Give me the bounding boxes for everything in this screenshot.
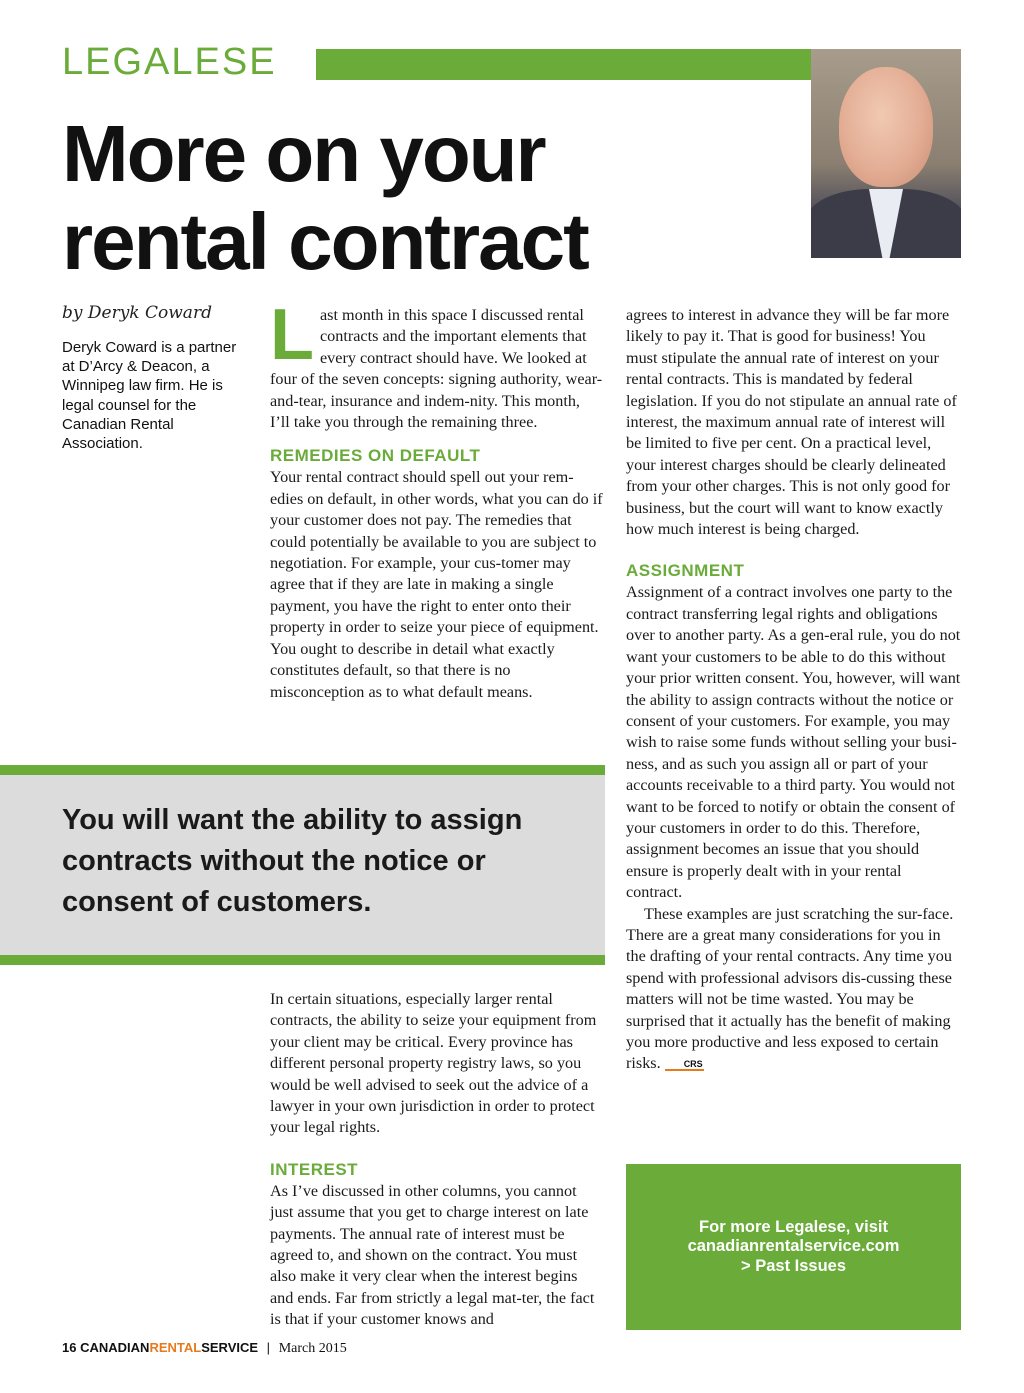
assignment-paragraph-1: Assignment of a contract involves one party to the contract transferring legal rights and obligations over to another party. As a gen-eral rule, you do not want your customers to be able to do this without your prior written consent. You, however, will want the ability to assign contracts without the notice or consent of your customers. For example, you may wish to raise some funds without selling your busi-ness, and as such you assign all or part of your accounts receivable to a third party. You would not want to be forced to notify or obtain the consent of your customers in order to do this. Therefore, assignment becomes an issue that you should ensure is properly dealt with in your rental contract.: [626, 583, 961, 902]
author-photo: [811, 49, 961, 258]
cta-line-1: For more Legalese, visit: [699, 1217, 888, 1236]
footer-separator: |: [266, 1340, 271, 1355]
intro-paragraph: Last month in this space I discussed rental contracts and the important elements that every contract should have. We looked at four of the seven concepts: signing authority, wear-and-tear, insurance and indem-nity. This month, I’ll take you through the remaining three.: [270, 295, 603, 432]
cta-line-3: > Past Issues: [740, 1256, 847, 1275]
drop-cap: L: [270, 295, 314, 375]
interest-paragraph-2: agrees to interest in advance they will be far more likely to pay it. That is good for business! You must stipulate the annual rate of interest on your rental contracts. This is mandated by federal legislation. If you do not stipulate an annual rate of interest, the maximum annual rate of interest will be limited to five per cent. On a practical level, your interest charges should be clearly delineated from your other charges. This is not only good for business, but the court will want to know exactly how much interest is being charged.: [626, 306, 957, 539]
page-number: 16: [62, 1340, 77, 1355]
byline: by Deryk Coward: [62, 303, 212, 323]
author-bio: Deryk Coward is a partner at D’Arcy & Deacon, a Winnipeg law firm. He is legal counsel for the Canadian Rental Association.: [62, 339, 237, 453]
article-column-2-bottom: [270, 989, 603, 1331]
assignment-paragraph-2: These examples are just scratching the sur-face. There are a great many considerations for you in the drafting of your rental contracts. Any time you spend with professional advisors dis-cussing these matters will not be time wasted. You may be surprised that it actually has the benefit of making you more productive and less exposed to certain risks. CRS: [626, 904, 954, 1073]
headline-line-2: rental contract: [62, 197, 588, 286]
pullquote-rule-bottom: [0, 955, 605, 965]
headline-line-1: More on your: [62, 109, 545, 198]
article-column-3: [626, 305, 961, 1075]
page-footer: [62, 1340, 347, 1357]
remedies-paragraph-1: Your rental contract should spell out your rem-edies on default, in other words, what you can do if your customer does not pay. The remedies that could potentially be available to you are subject to negotiation. For example, your cus-tomer may agree that if they are late in making a single payment, you have the right to enter onto their property in order to seize your piece of equipment. You ought to describe in detail what exactly constitutes default, so that there is no misconception as to what default means.: [270, 468, 603, 701]
headline: [62, 110, 802, 286]
pullquote-rule-top: [0, 765, 605, 775]
publication-name-part-3: SERVICE: [201, 1340, 259, 1355]
header-rule: [316, 49, 811, 80]
issue-date: March 2015: [278, 1341, 347, 1356]
pullquote: You will want the ability to assign contracts without the notice or consent of customers.: [62, 804, 523, 918]
publication-name-part-1: CANADIAN: [80, 1340, 150, 1355]
remedies-heading: REMEDIES ON DEFAULT: [270, 446, 481, 466]
end-mark-crs-logo: CRS: [665, 1059, 704, 1071]
interest-heading: INTEREST: [270, 1159, 359, 1179]
cta-box[interactable]: [626, 1164, 961, 1330]
section-label: LEGALESE: [62, 41, 277, 83]
publication-name-part-2: RENTAL: [149, 1340, 202, 1355]
assignment-heading: ASSIGNMENT: [626, 561, 745, 581]
interest-paragraph-1: As I’ve discussed in other columns, you cannot just assume that you get to charge interest on late payments. The annual rate of interest must be agreed to, and shown on the contract. You must also make it very clear when the interest begins and ends. Far from strictly a legal mat-ter, the fact is that if your customer knows and: [270, 1181, 595, 1329]
article-column-2-top: [270, 295, 603, 703]
remedies-paragraph-2: In certain situations, especially larger rental contracts, the ability to seize your equipment from your client may be critical. Every province has different personal property registry laws, so you would be well advised to seek out the advice of a lawyer in your own jurisdiction in order to protect your legal rights.: [270, 990, 597, 1137]
cta-link[interactable]: canadianrentalservice.com: [687, 1237, 900, 1256]
